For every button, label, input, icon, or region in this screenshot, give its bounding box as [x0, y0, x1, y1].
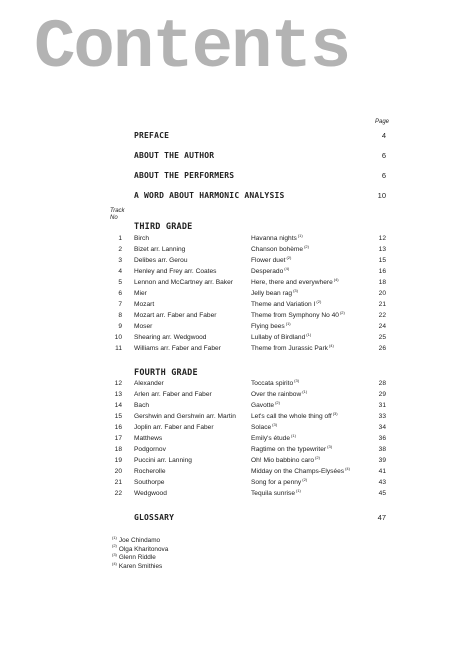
composer: Southorpe	[134, 479, 165, 486]
contents-row	[0, 299, 454, 310]
piece-title: Solace$^{(3)}$	[251, 421, 278, 431]
composer: Bach	[134, 402, 150, 409]
composer: Joplin arr. Faber and Faber	[134, 424, 214, 431]
piece-title: Emily's étude$^{(1)}$	[251, 432, 296, 442]
performer-mark: (2)	[316, 298, 322, 304]
page-number: 34	[378, 424, 386, 431]
performer-mark: (3)	[327, 443, 333, 449]
track-number: 1	[118, 235, 122, 242]
performer-mark: (2)	[302, 476, 308, 482]
composer: Delibes arr. Gerou	[134, 257, 188, 264]
performer-mark: (2)	[315, 454, 320, 460]
page-number: 20	[378, 290, 386, 297]
performer-mark: (3)	[293, 287, 298, 293]
composer: Henley and Frey arr. Coates	[134, 268, 217, 275]
contents-row	[0, 266, 454, 277]
track-label-line-2: No	[110, 215, 118, 221]
contents-row	[0, 411, 454, 422]
composer: Podgornov	[134, 446, 166, 453]
page-number: 24	[378, 323, 386, 330]
contents-row	[0, 389, 454, 400]
piece-title: Tequila sunrise$^{(1)}$	[251, 487, 301, 497]
performer-mark: (3)	[112, 552, 117, 558]
piece-title: Desperado$^{(4)}$	[251, 265, 290, 275]
page-number: 26	[378, 345, 386, 352]
page-column-label: Page	[375, 119, 390, 125]
piece-title: Jelly bean rag$^{(3)}$	[251, 287, 298, 297]
piece-title: Theme from Symphony No 40$^{(2)}$	[251, 309, 345, 319]
performer-mark: (4)	[328, 342, 334, 348]
composer: Gershwin and Gershwin arr. Martin	[134, 413, 236, 420]
piece-title: Toccata spirito$^{(3)}$	[251, 377, 300, 387]
piece-title: Here, there and everywhere$^{(4)}$	[251, 276, 339, 286]
track-number: 20	[114, 468, 122, 475]
track-column-label	[110, 208, 125, 222]
performer-note: $^{(4)}$ Karen Smithies	[112, 560, 163, 570]
composer: Arlen arr. Faber and Faber	[134, 391, 212, 398]
front-matter-label: ABOUT THE PERFORMERS	[134, 171, 235, 180]
page-number: 41	[378, 468, 386, 475]
contents-row	[0, 455, 454, 466]
contents-row	[0, 444, 454, 455]
page-title: Contents	[34, 9, 350, 87]
contents-row	[0, 321, 454, 332]
contents-row	[0, 433, 454, 444]
performer-mark: (3)	[272, 421, 278, 427]
performer-mark: (1)	[306, 331, 312, 337]
performer-mark: (4)	[284, 265, 290, 271]
track-number: 22	[114, 490, 122, 497]
track-number: 14	[114, 402, 122, 409]
composer: Rocherolle	[134, 468, 166, 475]
piece-title: Theme and Variation $I^{(2)}$	[251, 298, 322, 308]
contents-row	[0, 277, 454, 288]
piece-title: Gavotte$^{(2)}$	[251, 399, 280, 409]
contents-row	[0, 310, 454, 321]
track-number: 2	[118, 246, 122, 253]
piece-title: Song for a penny$^{(2)}$	[251, 476, 308, 486]
track-number: 21	[114, 479, 122, 486]
fourth-grade-heading: FOURTH GRADE	[134, 368, 198, 378]
glossary-label: GLOSSARY	[134, 513, 175, 522]
piece-title: Havanna nights$^{(1)}$	[251, 232, 303, 242]
page-number: 33	[378, 413, 386, 420]
front-matter-page: 6	[381, 151, 386, 160]
page-number: 39	[378, 457, 386, 464]
page-number: 21	[378, 301, 386, 308]
page-number: 29	[378, 391, 386, 398]
contents-row	[0, 343, 454, 354]
contents-row	[0, 332, 454, 343]
composer: Mier	[134, 290, 147, 297]
performer-mark: (2)	[275, 399, 280, 405]
page-number: 43	[378, 479, 386, 486]
track-number: 10	[114, 334, 122, 341]
performer-mark: (3)	[294, 377, 300, 383]
contents-row	[0, 422, 454, 433]
track-label-line-1: Track	[110, 208, 125, 214]
contents-row	[0, 244, 454, 255]
performer-mark: (4)	[112, 560, 117, 566]
front-matter-page: 10	[377, 191, 386, 200]
track-number: 11	[115, 345, 122, 352]
performer-mark: (4)	[345, 465, 350, 471]
composer: Mozart arr. Faber and Faber	[134, 312, 217, 319]
composer: Wedgwood	[134, 490, 167, 497]
track-number: 7	[118, 301, 122, 308]
piece-title: Over the rainbow$^{(1)}$	[251, 388, 308, 398]
contents-row	[0, 378, 454, 389]
contents-row	[0, 400, 454, 411]
page-number: 13	[378, 246, 386, 253]
page-number: 16	[378, 268, 386, 275]
piece-title: Ragtime on the typewriter$^{(3)}$	[251, 443, 333, 453]
track-number: 5	[118, 279, 122, 286]
performer-mark: (2)	[339, 309, 345, 315]
page-number: 28	[378, 380, 386, 387]
page-number: 25	[378, 334, 386, 341]
page-number: 38	[378, 446, 386, 453]
track-number: 16	[114, 424, 122, 431]
performer-mark: (3)	[332, 410, 338, 416]
piece-title: Chanson bohème$^{(2)}$	[251, 243, 309, 253]
composer: Bizet arr. Lanning	[134, 246, 186, 253]
front-matter-label: A WORD ABOUT HARMONIC ANALYSIS	[134, 191, 285, 200]
performer-mark: (2)	[304, 243, 309, 249]
track-number: 15	[114, 413, 122, 420]
piece-title: Oh! Mio babbino caro$^{(2)}$	[251, 454, 320, 464]
contents-row	[0, 288, 454, 299]
track-number: 3	[118, 257, 122, 264]
track-number: 12	[114, 380, 122, 387]
composer: Williams arr. Faber and Faber	[134, 345, 221, 352]
performer-note: $^{(1)}$ Joe Chindamo	[112, 534, 161, 544]
front-matter-label: ABOUT THE AUTHOR	[134, 151, 215, 160]
glossary-page: 47	[377, 513, 386, 522]
composer: Puccini arr. Lanning	[134, 457, 192, 464]
performer-mark: (1)	[297, 232, 303, 238]
performer-mark: (1)	[302, 388, 308, 394]
composer: Moser	[134, 323, 153, 330]
performer-mark: (1)	[295, 487, 301, 493]
performer-note: $^{(3)}$ Glenn Riddle	[112, 552, 156, 562]
contents-row	[0, 233, 454, 244]
page-number: 22	[378, 312, 386, 319]
performer-mark: (2)	[112, 543, 117, 549]
track-number: 6	[118, 290, 122, 297]
piece-title: Flower duet$^{(2)}$	[251, 254, 292, 264]
piece-title: Lullaby of Birdland$^{(1)}$	[251, 331, 312, 341]
front-matter-label: PREFACE	[134, 131, 170, 140]
performer-footnotes	[112, 534, 169, 571]
performer-mark: (1)	[285, 320, 291, 326]
page-number: 15	[378, 257, 386, 264]
front-matter-page: 6	[381, 171, 386, 180]
page-number: 18	[378, 279, 386, 286]
performer-mark: (1)	[291, 432, 296, 438]
page-number: 12	[378, 235, 386, 242]
track-number: 9	[118, 323, 122, 330]
piece-title: Midday on the Champs-Elysées$^{(4)}$	[251, 465, 350, 475]
composer: Alexander	[134, 380, 164, 387]
contents-row	[0, 488, 454, 499]
track-number: 19	[114, 457, 122, 464]
composer: Matthews	[134, 435, 163, 442]
composer: Mozart	[134, 301, 155, 308]
page-number: 36	[378, 435, 386, 442]
front-matter-page: 4	[381, 131, 386, 140]
composer: Lennon and McCartney arr. Baker	[134, 279, 233, 286]
track-number: 17	[114, 435, 122, 442]
third-grade-heading: THIRD GRADE	[134, 222, 193, 232]
contents-row	[0, 466, 454, 477]
track-number: 13	[114, 391, 122, 398]
piece-title: Let's call the whole thing off$^{(3)}$	[251, 410, 338, 420]
page-number: 31	[378, 402, 386, 409]
composer: Birch	[134, 235, 150, 242]
page-number: 45	[378, 490, 386, 497]
performer-mark: (2)	[286, 254, 292, 260]
track-number: 8	[118, 312, 122, 319]
piece-title: Theme from Jurassic Park$^{(4)}$	[251, 342, 334, 352]
performer-mark: (4)	[333, 276, 339, 282]
composer: Shearing arr. Wedgwood	[134, 334, 207, 341]
contents-row	[0, 477, 454, 488]
contents-row	[0, 255, 454, 266]
performer-mark: (1)	[112, 534, 117, 540]
track-number: 4	[118, 268, 122, 275]
performer-note: $^{(2)}$ Olga Kharitonova	[112, 543, 169, 553]
piece-title: Flying bees$^{(1)}$	[251, 320, 291, 330]
track-number: 18	[114, 446, 122, 453]
